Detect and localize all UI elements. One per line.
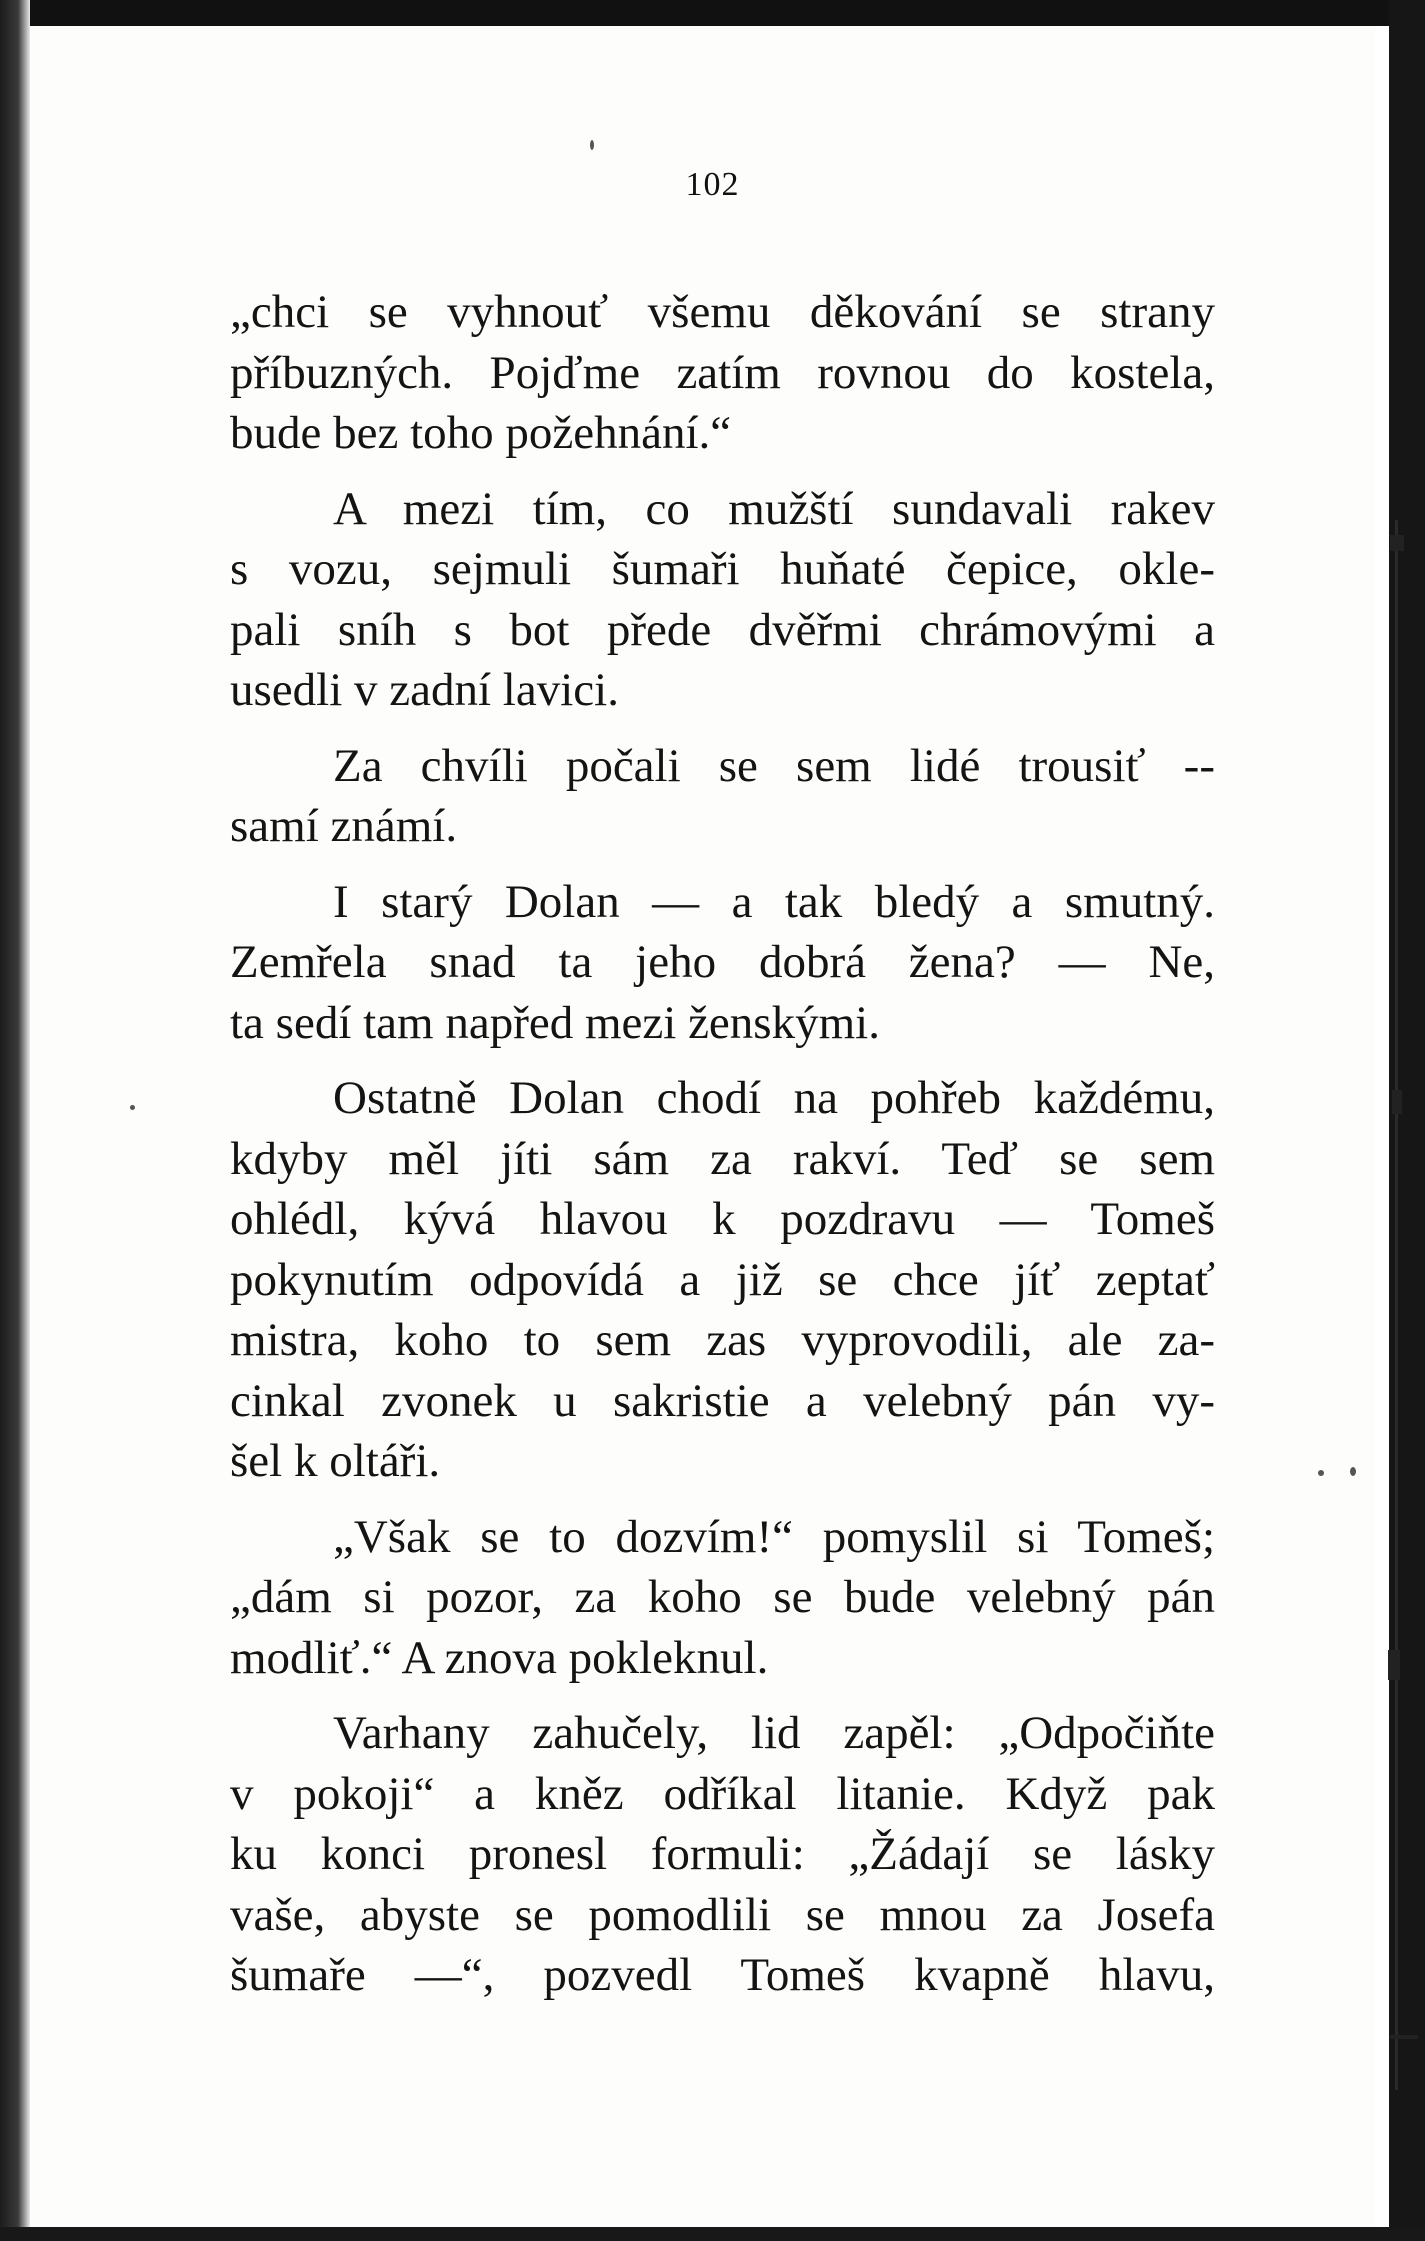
text-line: ohlédl, kývá hlavou k pozdravu — Tomeš bbox=[230, 1193, 1215, 1245]
text-line: bude bez toho požehnání.“ bbox=[230, 407, 732, 459]
text-line: usedli v zadní lavici. bbox=[230, 664, 619, 716]
text-line: pokynutím odpovídá a již se chce jíť zeptať bbox=[230, 1253, 1215, 1306]
text-line: A mezi tím, co mužští sundavali rakev bbox=[333, 482, 1215, 535]
paragraph bbox=[230, 282, 1215, 464]
text-line: mistra, koho to sem zas vyprovodili, ale za- bbox=[230, 1314, 1215, 1366]
text-line: příbuzných. Pojďme zatím rovnou do kostela, bbox=[230, 346, 1215, 399]
scan-border-top bbox=[0, 0, 1425, 26]
text-line: ta sedí tam napřed mezi ženskými. bbox=[230, 996, 880, 1049]
page-number: 102 bbox=[685, 166, 740, 203]
text-line: „chci se vyhnouť všemu děkování se strany bbox=[230, 286, 1215, 338]
scan-border-bottom bbox=[0, 2227, 1425, 2241]
scan-speck bbox=[590, 140, 594, 150]
paragraph bbox=[230, 1068, 1215, 1492]
paragraph bbox=[230, 1507, 1215, 1689]
text-line: pali sníh s bot přede dvěřmi chrámovými a bbox=[230, 603, 1215, 656]
text-line: šumaře —“, pozvedl Tomeš kvapně hlavu, bbox=[230, 1949, 1215, 2001]
text-line: „Však se to dozvím!“ pomyslil si Tomeš; bbox=[333, 1510, 1215, 1563]
text-line: I starý Dolan — a tak bledý a smutný. bbox=[333, 875, 1215, 928]
page-edge-mark bbox=[1390, 535, 1404, 551]
text-line: samí známí. bbox=[230, 800, 458, 852]
body-text bbox=[230, 282, 1215, 2021]
paragraph bbox=[230, 1703, 1215, 2006]
text-line: Varhany zahučely, lid zapěl: „Odpočiňte bbox=[333, 1707, 1215, 1759]
page-edge-mark bbox=[1388, 1650, 1400, 1680]
text-line: šel k oltáři. bbox=[230, 1435, 441, 1487]
text-line: cinkal zvonek u sakristie a velebný pán vy- bbox=[230, 1374, 1215, 1427]
text-line: vaše, abyste se pomodlili se mnou za Josefa bbox=[230, 1888, 1215, 1941]
scan-speck bbox=[130, 1105, 135, 1110]
text-line: kdyby měl jíti sám za rakví. Teď se sem bbox=[230, 1132, 1215, 1185]
text-line: modliť.“ A znova pokleknul. bbox=[230, 1631, 769, 1684]
scan-border-left bbox=[0, 0, 30, 2241]
paragraph bbox=[230, 479, 1215, 721]
text-line: „dám si pozor, za koho se bude velebný pán bbox=[230, 1571, 1215, 1623]
scan-speck bbox=[1350, 1467, 1356, 1476]
scan-speck bbox=[1318, 1470, 1324, 1476]
text-line: s vozu, sejmuli šumaři huňaté čepice, okle- bbox=[230, 543, 1215, 595]
text-line: v pokoji“ a kněz odříkal litanie. Když pak bbox=[230, 1767, 1215, 1820]
text-line: Zemřela snad ta jeho dobrá žena? — Ne, bbox=[230, 936, 1215, 988]
text-line: Ostatně Dolan chodí na pohřeb každému, bbox=[333, 1072, 1215, 1124]
page-edge-mark bbox=[1392, 1090, 1402, 1114]
paragraph bbox=[230, 872, 1215, 1054]
text-line: Za chvíli počali se sem lidé trousiť -- bbox=[333, 739, 1215, 792]
paragraph bbox=[230, 736, 1215, 857]
text-line: ku konci pronesl formuli: „Žádají se lásky bbox=[230, 1828, 1215, 1880]
page-edge-mark bbox=[1390, 2035, 1418, 2039]
page-edge-line bbox=[1395, 520, 1398, 2090]
